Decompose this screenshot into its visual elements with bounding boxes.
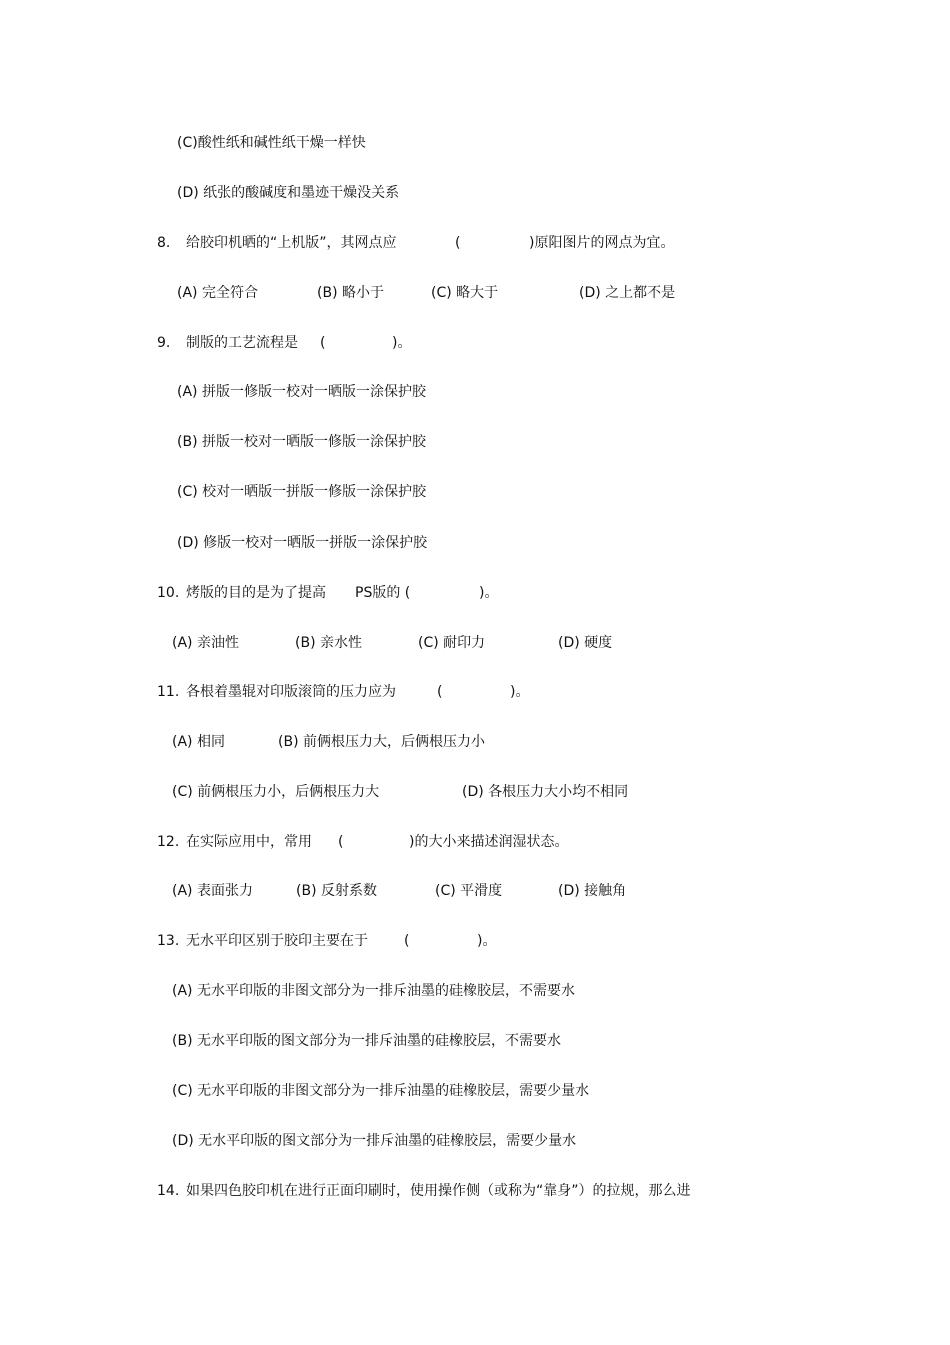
question-14 [157,1182,691,1200]
option-a: (A) 完全符合 [177,285,258,301]
option-text: (B) 无水平印版的图文部分为一排斥油墨的硅橡胶层，不需要水 [172,1033,561,1049]
question-number: 12. [157,834,180,850]
option-c: (C) 平滑度 [435,883,503,899]
q13-option-a [172,982,575,1000]
q8-options [177,284,676,302]
option-text: (C) 校对一晒版一拼版一修版一涂保护胶 [177,484,427,500]
question-number: 10. [157,585,180,601]
q13-option-b [172,1032,561,1050]
option-c: (C) 略大于 [431,285,499,301]
question-number: 14. [157,1183,180,1199]
answer-blank-close: )。 [510,684,530,700]
q12-options [172,882,627,900]
option-b: (B) 亲水性 [295,635,362,651]
question-number: 8. [157,235,171,251]
question-text: 无水平印区别于胶印主要在于 [186,933,368,949]
question-number: 9. [157,335,171,351]
q9-option-b [177,433,426,451]
question-11 [157,683,530,701]
option-d: (D) 接触角 [558,883,627,899]
option-d: (D) 之上都不是 [579,285,676,301]
question-13 [157,932,497,950]
option-b: (B) 前俩根压力大，后俩根压力小 [278,734,485,750]
question-text-continued: )的大小来描述润湿状态。 [409,834,569,850]
question-text: 各根着墨辊对印版滚筒的压力应为 [186,684,396,700]
answer-blank-open: ( [404,933,410,949]
question-number: 11. [157,684,180,700]
option-text: (A) 拼版一修版一校对一晒版一涂保护胶 [177,384,426,400]
question-text: 在实际应用中，常用 [186,834,312,850]
q9-option-a [177,383,426,401]
option-b: (B) 反射系数 [296,883,377,899]
question-number: 13. [157,933,180,949]
option-text: (B) 拼版一校对一晒版一修版一涂保护胶 [177,434,426,450]
answer-blank-close: )。 [479,585,499,601]
option-text: (A) 无水平印版的非图文部分为一排斥油墨的硅橡胶层，不需要水 [172,983,575,999]
option-c: (C) 耐印力 [418,635,486,651]
q9-option-d [177,534,428,552]
q7-option-d [177,184,400,202]
option-a: (A) 表面张力 [172,883,253,899]
q11-options-row2 [172,783,629,801]
option-text: (C)酸性纸和碱性纸干燥一样快 [177,135,366,151]
q11-options-row1 [172,733,485,751]
question-text: 制版的工艺流程是 [186,335,298,351]
question-text-continued: )原阳图片的网点为宜。 [529,235,675,251]
answer-blank-open: ( [320,335,326,351]
option-a: (A) 相同 [172,734,225,750]
answer-blank-close: )。 [392,335,412,351]
question-9 [157,334,412,352]
q9-option-c [177,483,427,501]
question-10 [157,584,499,602]
option-text: (C) 无水平印版的非图文部分为一排斥油墨的硅橡胶层，需要少量水 [172,1083,590,1099]
question-text: 如果四色胶印机在进行正面印刷时，使用操作侧（或称为“靠身”）的拉规，那么进 [186,1183,691,1199]
question-text-continued: PS版的 ( [355,585,411,601]
q13-option-d [172,1132,577,1150]
q10-options [172,634,613,652]
option-d: (D) 硬度 [558,635,613,651]
option-a: (A) 亲油性 [172,635,239,651]
question-8 [157,234,675,252]
answer-blank-open: ( [338,834,344,850]
question-12 [157,833,569,851]
answer-blank-open: ( [437,684,443,700]
option-text: (D) 无水平印版的图文部分为一排斥油墨的硅橡胶层，需要少量水 [172,1133,577,1149]
option-d: (D) 各根压力大小均不相同 [462,784,629,800]
answer-blank-open: ( [455,235,461,251]
q13-option-c [172,1082,590,1100]
question-text: 烤版的目的是为了提高 [186,585,326,601]
option-c: (C) 前俩根压力小，后俩根压力大 [172,784,380,800]
option-text: (D) 纸张的酸碱度和墨迹干燥没关系 [177,185,400,201]
option-b: (B) 略小于 [317,285,384,301]
option-text: (D) 修版一校对一晒版一拼版一涂保护胶 [177,535,428,551]
q7-option-c [177,134,366,152]
question-text: 给胶印机晒的“上机版”，其网点应 [186,235,397,251]
answer-blank-close: )。 [477,933,497,949]
